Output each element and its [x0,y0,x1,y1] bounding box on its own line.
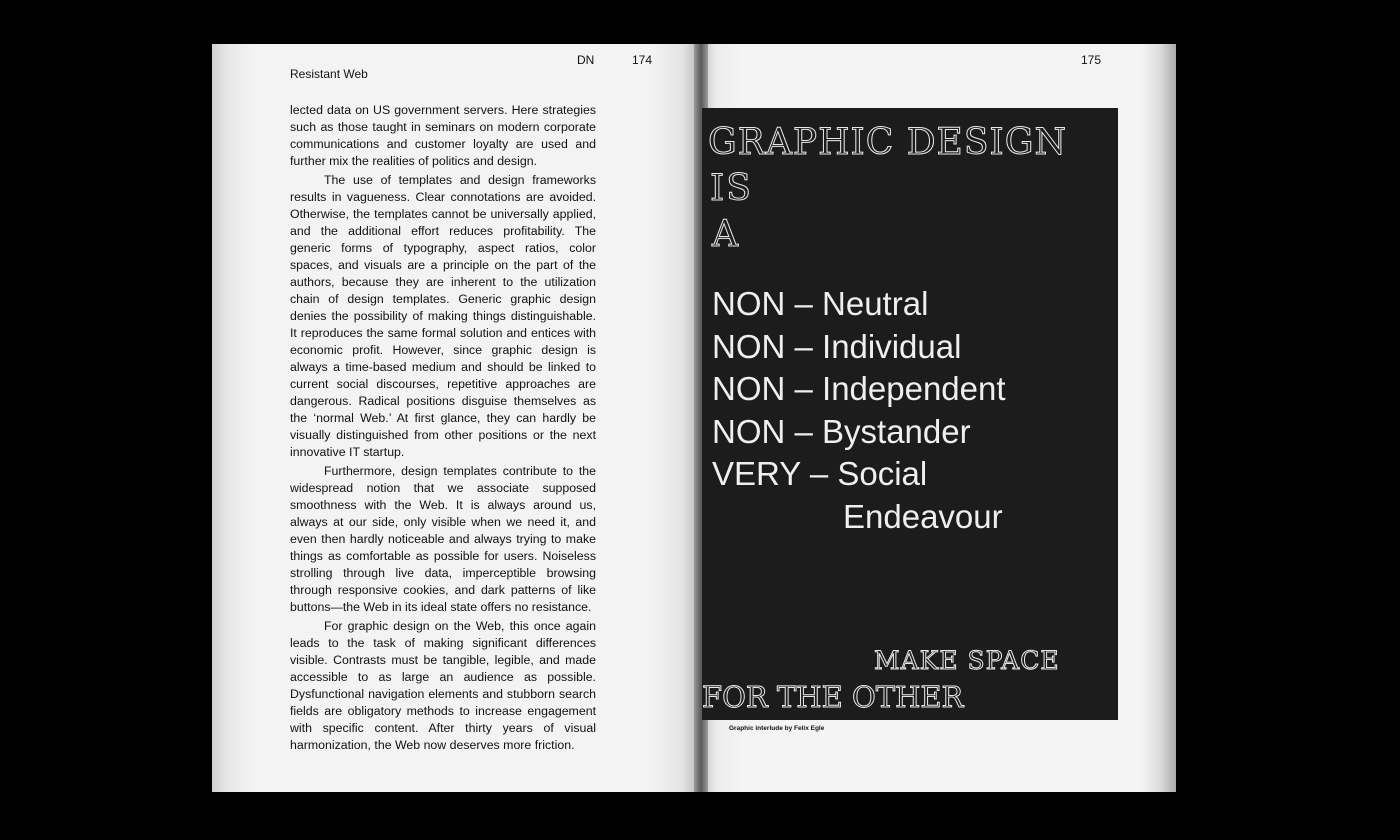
display-graphic-design: GRAPHIC DESIGN [708,122,1067,163]
page-number-left: 174 [632,53,653,67]
non-item-independent: NON – Independent [712,370,1006,407]
running-title: Resistant Web [290,67,368,81]
non-item-neutral: NON – Neutral [712,285,929,322]
display-a: A [712,214,740,255]
non-item-individual: NON – Individual [712,327,962,365]
caption: Graphic interlude by Felix Egle [729,725,825,732]
display-is: IS [710,168,753,209]
non-item-bystander: NON – Bystander [712,412,971,450]
paragraph-2: The use of templates and design frameworks results in vagueness. Clear connotations are avoided. Otherwise, the templates cannot be universally applied, and the additional effort reduces profitability. The generic forms of typography, aspect ratios, color spaces, and visuals are a principle on the part of the authors, because they are inherent to the utilization chain of design templates. Generic graphic design denies the possibility of making things distinguishable. It reproduces the same formal solution and entices with economic profit. However, since graphic design is always a time-based medium and should be linked to current social discourses, repetitive approaches are dangerous. Radical positions disguise themselves as the ‘normal Web.’ At first glance, they can hardly be visually distinguished from other positions or the next innovative IT startup. [290,173,596,459]
display-for-the-other: FOR THE OTHER [702,680,964,714]
paragraph-3: Furthermore, design templates contribute to the widespread notion that we associate supposed smoothness with the Web. It is always around us, always at our side, only visible when we need it, and even then hardly noticeable and always trying to make things as comfortable as possible for users. Noiseless strolling through live data, imperceptible browsing through responsive cookies, and dark patterns of like buttons—the Web in its ideal state offers no resistance. [290,464,596,614]
non-list [712,283,1006,538]
body-text [290,102,596,756]
very-item-social: VERY – Social [712,455,928,492]
section-code: DN [577,53,595,67]
display-make-space: MAKE SPACE [874,646,1060,675]
paragraph-1: lected data on US government servers. Here strategies such as those taught in seminars on modern corporate communications and customer loyalty are used and further mix the realities of politics and design. [290,103,596,168]
very-item-endeavour: Endeavour [843,497,1003,535]
graphic-interlude-panel [702,108,1118,720]
paragraph-4: For graphic design on the Web, this once again leads to the task of making significant differences visible. Contrasts must be tangible, legible, and made accessible to as large an audience as possible. Dysfunctional navigation elements and stubborn search fields are obligatory methods to increase engagement with specific content. After thirty years of visual harmonization, the Web now deserves more friction. [290,619,596,752]
page-number-right: 175 [1081,53,1102,67]
